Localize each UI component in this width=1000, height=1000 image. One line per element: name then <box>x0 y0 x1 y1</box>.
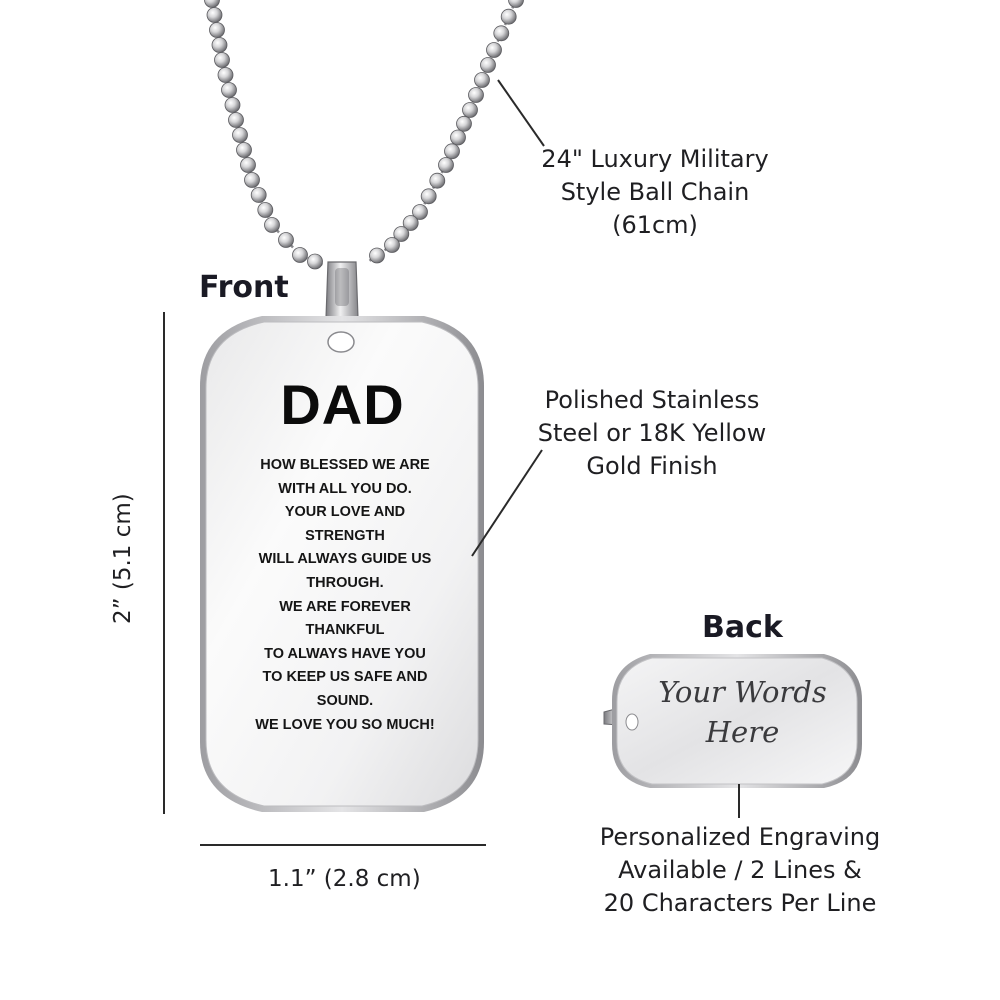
width-dimension-label: 1.1” (2.8 cm) <box>268 866 421 892</box>
chain-bead <box>457 116 472 131</box>
chain-bead <box>210 23 225 38</box>
front-tag-message <box>205 454 485 737</box>
chain-bead <box>241 158 256 173</box>
chain-bead <box>439 158 454 173</box>
chain-leader-line <box>498 80 544 146</box>
front-tag-message-line: WILL ALWAYS GUIDE US <box>258 551 432 568</box>
chain-bead <box>308 254 323 269</box>
finish-callout-line: Steel or 18K Yellow <box>537 419 767 447</box>
back-tag-engraving-line: Here <box>705 715 780 749</box>
front-tag-message-line: WE ARE FOREVER <box>279 598 411 615</box>
chain-bead <box>475 73 490 88</box>
chain-bead <box>494 26 509 41</box>
chain-bead <box>265 218 280 233</box>
back-label: Back <box>702 610 783 645</box>
chain-bead <box>487 43 502 58</box>
front-tag-message-line: HOW BLESSED WE ARE <box>260 457 430 473</box>
finish-callout-line: Polished Stainless <box>544 386 760 414</box>
chain-bead <box>469 88 484 103</box>
finish-callout-line: Gold Finish <box>586 452 718 480</box>
chain-bead <box>215 53 230 68</box>
chain-bead <box>245 173 260 188</box>
chain-callout <box>535 143 775 242</box>
chain-callout-line: (61cm) <box>612 211 698 239</box>
chain-bead <box>509 0 524 8</box>
chain-bead <box>207 8 222 23</box>
front-tag-message-line: STRENGTH <box>305 527 385 544</box>
chain-bead <box>212 38 227 53</box>
chain-bead <box>218 68 233 83</box>
engraving-callout-line: Available / 2 Lines & <box>618 856 862 884</box>
chain-bead <box>445 144 460 159</box>
front-tag-message-line: WE LOVE YOU SO MUCH! <box>255 716 435 733</box>
chain-bead <box>501 9 516 24</box>
engraving-callout-line: 20 Characters Per Line <box>603 889 877 917</box>
chain-bead <box>430 173 445 188</box>
chain-bead <box>451 130 466 145</box>
ball-chain <box>205 0 524 269</box>
chain-bead <box>385 238 400 253</box>
chain-bead <box>237 143 252 158</box>
front-tag-message-line: SOUND. <box>316 692 374 709</box>
back-tag-engraving <box>640 672 845 752</box>
front-tag-message-line: WITH ALL YOU DO. <box>278 480 412 497</box>
front-label: Front <box>199 270 289 305</box>
chain-bead <box>225 98 240 113</box>
chain-bead <box>463 103 478 118</box>
front-bail <box>326 262 358 318</box>
chain-bead <box>233 128 248 143</box>
height-dimension-label: 2” (5.1 cm) <box>110 493 136 624</box>
chain-callout-line: 24" Luxury Military <box>541 145 769 173</box>
engraving-callout <box>580 821 900 920</box>
chain-bead <box>258 203 273 218</box>
chain-bead <box>279 233 294 248</box>
front-tag-message-line: THANKFUL <box>305 622 385 639</box>
engraving-callout-line: Personalized Engraving <box>599 823 881 851</box>
chain-bead <box>481 58 496 73</box>
chain-bead <box>293 248 308 263</box>
chain-bead <box>222 83 237 98</box>
back-tag-engraving-line: Your Words <box>658 675 827 709</box>
chain-callout-line: Style Ball Chain <box>560 178 750 206</box>
chain-bead <box>251 188 266 203</box>
front-tag-message-line: TO KEEP US SAFE AND <box>262 669 428 686</box>
chain-bead <box>370 248 385 263</box>
chain-bead <box>421 189 436 204</box>
front-tag-message-line: YOUR LOVE AND <box>284 504 406 521</box>
front-tag-heading: DAD <box>280 373 405 436</box>
finish-callout <box>527 384 777 483</box>
chain-bead <box>229 113 244 128</box>
front-tag-message-line: TO ALWAYS HAVE YOU <box>264 645 426 662</box>
chain-bead <box>205 0 220 8</box>
front-tag-message-line: THROUGH. <box>306 574 384 591</box>
